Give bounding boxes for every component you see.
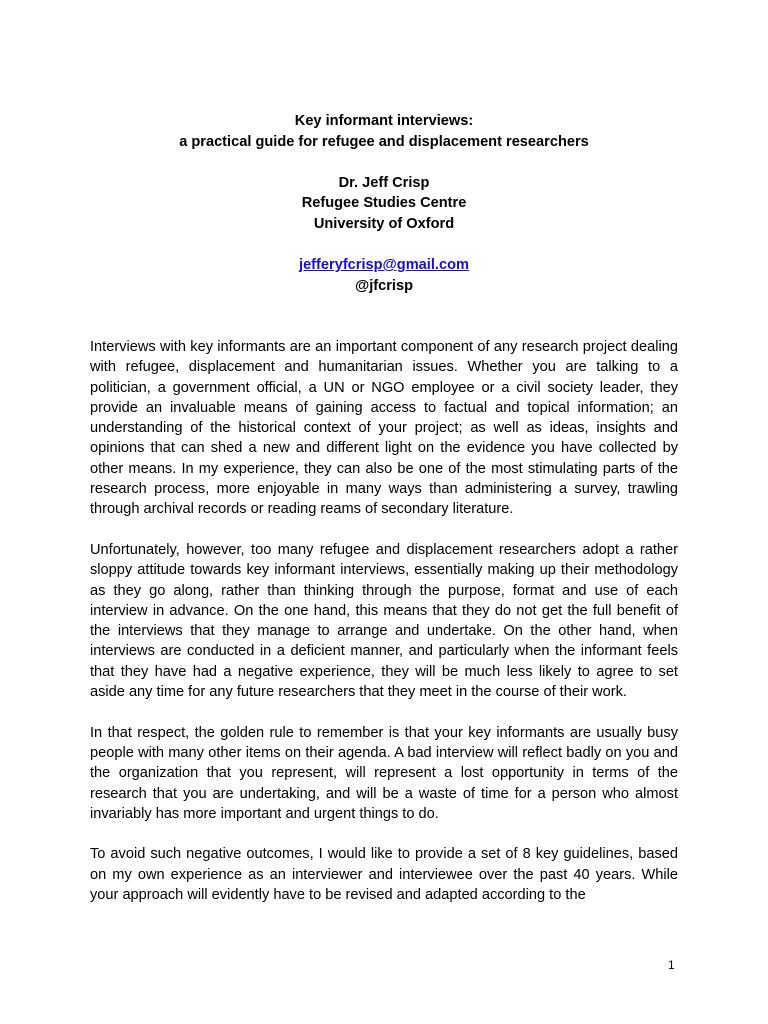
spacer xyxy=(0,235,768,256)
document-header xyxy=(0,111,768,296)
twitter-handle: @jfcrisp xyxy=(354,277,414,294)
title-line-2: a practical guide for refugee and displacement researchers xyxy=(179,133,589,150)
author-name: Dr. Jeff Crisp xyxy=(338,174,430,191)
page-number: 1 xyxy=(668,958,675,972)
paragraph: Unfortunately, however, too many refugee and displacement researchers adopt a rather sloppy attitude towards key informant interviews, essentially making up their methodology as they go along, rather than thinking through the purpose, format and use of each interview in advance. On the one hand, this means that they do not get the full benefit of the interviews that they manage to arrange and undertake. On the other hand, when interviews are conducted in a deficient manner, and particularly when the informant feels that they have had a negative experience, they will be much less likely to agree to set aside any time for any future researchers that they meet in the course of their work. xyxy=(90,541,678,701)
spacer xyxy=(0,152,768,173)
affiliation-line-1: Refugee Studies Centre xyxy=(301,195,467,212)
affiliation-line-2: University of Oxford xyxy=(313,215,455,232)
paragraph: Interviews with key informants are an important component of any research project dealing with refugee, displacement and humanitarian issues. Whether you are talking to a politician, a government official, a UN or NGO employee or a civil society leader, they provide an invaluable means of gaining access to factual and topical information; an understanding of the historical context of your project; as well as ideas, insights and opinions that can shed a new and different light on the evidence you have collected by other means. In my experience, they can also be one of the most stimulating parts of the research process, more enjoyable in many ways than administering a survey, trawling through archival records or reading reams of secondary literature. xyxy=(90,339,678,518)
title-line-1: Key informant interviews: xyxy=(294,113,474,129)
document-body xyxy=(90,337,678,926)
email-link[interactable]: jefferyfcrisp@gmail.com xyxy=(299,257,469,274)
paragraph: To avoid such negative outcomes, I would like to provide a set of 8 key guidelines, based on my own experience as an interviewer and interviewee over the past 40 years. While your approach will evidently have to be revised and adapted according to the xyxy=(90,846,678,904)
paragraph: In that respect, the golden rule to remember is that your key informants are usually busy people with many other items on their agenda. A bad interview will reflect badly on you and the organization that you represent, will represent a lost opportunity in terms of the research that you are undertaking, and will be a waste of time for a person who almost invariably has more important and urgent things to do. xyxy=(90,724,678,822)
